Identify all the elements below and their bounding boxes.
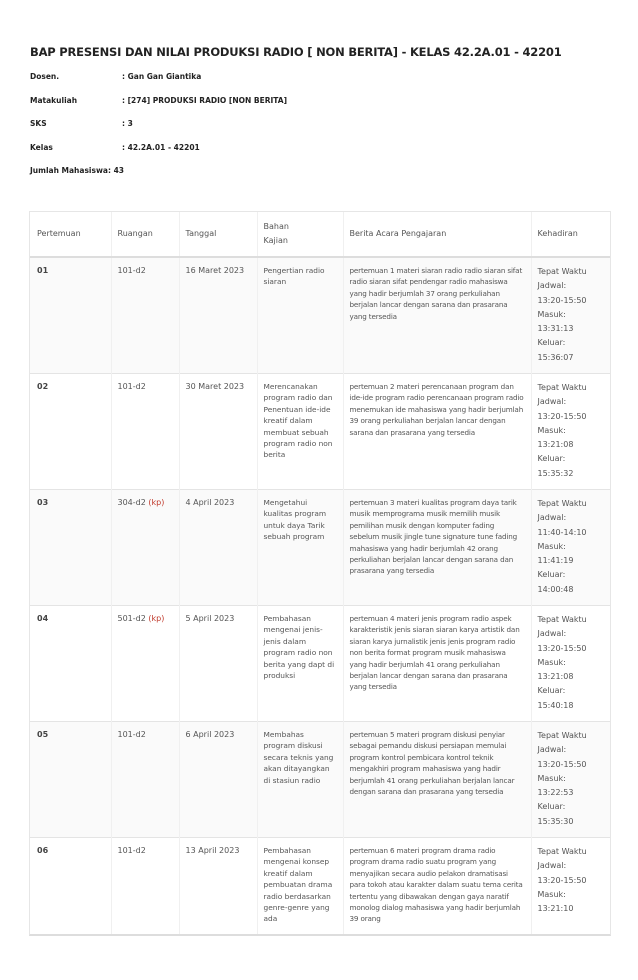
cell-pertemuan: 02 xyxy=(30,374,111,490)
masuk-value: 13:21:08 xyxy=(537,672,574,682)
cell-tanggal: 4 April 2023 xyxy=(179,490,257,606)
cell-tanggal: 13 April 2023 xyxy=(179,838,257,937)
keluar-value: 15:40:18 xyxy=(537,700,574,710)
ruangan-value: 101-d2 xyxy=(117,846,146,855)
cell-pertemuan: 01 xyxy=(30,257,111,374)
cell-bahan-kajian: Pengertian radio siaran xyxy=(257,257,343,374)
page-title: BAP PRESENSI DAN NILAI PRODUKSI RADIO [ NON BERITA] - KELAS 42.2A.01 - 42201 xyxy=(30,45,562,59)
header-kehadiran: Kehadiran xyxy=(531,212,610,257)
keluar-label: Keluar: xyxy=(537,686,566,696)
attendance-table-container xyxy=(29,211,611,936)
keluar-value: 15:36:07 xyxy=(537,352,574,362)
cell-berita-acara: pertemuan 4 materi jenis program radio aspek karakteristik jenis siaran siaran karya artistik dan siaran karya jurnalistik jenis jenis program radio non berita format program musik mahasiswa yang hadir berjumlah 41 orang perkuliahan berjalan lancar dengan sarana dan prasarana yang tersedia xyxy=(343,606,531,722)
cell-kehadiran xyxy=(531,722,610,838)
status-text: Tepat Waktu xyxy=(537,499,587,508)
kp-badge: (kp) xyxy=(148,614,165,623)
keluar-value: 14:00:48 xyxy=(537,584,574,594)
keluar-label: Keluar: xyxy=(537,802,566,812)
status-text: Tepat Waktu xyxy=(537,731,587,740)
info-row-sks xyxy=(30,119,287,143)
cell-ruangan xyxy=(111,490,179,606)
table-row xyxy=(30,257,610,374)
cell-ruangan xyxy=(111,374,179,490)
keluar-label: Keluar: xyxy=(537,570,566,580)
info-value: : 42.2A.01 - 42201 xyxy=(122,142,200,152)
info-label: Matakuliah xyxy=(30,95,78,105)
jadwal-value: 11:40-14:10 xyxy=(537,527,587,537)
status-text: Tepat Waktu xyxy=(537,383,587,392)
cell-pertemuan: 06 xyxy=(30,838,111,937)
attendance-table xyxy=(30,212,611,936)
jadwal-value: 13:20-15:50 xyxy=(537,643,587,653)
masuk-label: Masuk: xyxy=(537,425,566,435)
header-bahan-line1: Bahan xyxy=(263,222,289,231)
cell-bahan-kajian: Membahas program diskusi secara teknis yang akan ditayangkan di stasiun radio xyxy=(257,722,343,838)
masuk-value: 13:31:13 xyxy=(537,324,574,334)
status-text: Tepat Waktu xyxy=(537,847,587,856)
info-value: : [274] PRODUKSI RADIO [NON BERITA] xyxy=(122,95,288,105)
cell-berita-acara: pertemuan 6 materi program drama radio program drama radio suatu program yang menyajikan secara audio pelakon dramatisasi para tokoh atau karakter dalam suatu tema cerita tertentu yang dibawakan dengan gaya naratif monolog dialog mahasiswa yang hadir berjumlah 39 orang xyxy=(343,838,531,937)
cell-kehadiran xyxy=(531,838,610,937)
info-row-matakuliah xyxy=(30,96,287,120)
ruangan-value: 501-d2 xyxy=(117,614,146,623)
jadwal-value: 13:20-15:50 xyxy=(537,759,587,769)
ruangan-value: 304-d2 xyxy=(117,498,146,507)
cell-berita-acara: pertemuan 2 materi perencanaan program dan ide-ide program radio perencanaan program radio menemukan ide mahasiswa yang hadir berjumlah 39 orang perkuliahan berjalan lancar dengan sarana dan prasarana yang tersedia xyxy=(343,374,531,490)
header-pertemuan: Pertemuan xyxy=(30,212,111,257)
jadwal-label: Jadwal: xyxy=(537,281,567,291)
cell-berita-acara: pertemuan 5 materi program diskusi penyiar sebagai pemandu diskusi persiapan memulai program kontrol pembicara kontrol teknik mengakhiri program mahasiswa yang hadir berjumlah 41 orang perkuliahan berjalan lancar dengan sarana dan prasarana yang tersedia xyxy=(343,722,531,838)
cell-tanggal: 16 Maret 2023 xyxy=(179,257,257,374)
table-row xyxy=(30,490,610,606)
masuk-label: Masuk: xyxy=(537,657,566,667)
cell-pertemuan: 04 xyxy=(30,606,111,722)
masuk-label: Masuk: xyxy=(537,773,566,783)
cell-tanggal: 30 Maret 2023 xyxy=(179,374,257,490)
masuk-value: 13:21:10 xyxy=(537,904,574,914)
jadwal-value: 13:20-15:50 xyxy=(537,875,587,885)
jadwal-label: Jadwal: xyxy=(537,397,567,407)
masuk-label: Masuk: xyxy=(537,889,566,899)
info-label: Kelas xyxy=(30,142,53,152)
cell-ruangan xyxy=(111,722,179,838)
info-label: Jumlah Mahasiswa xyxy=(30,166,108,175)
status-text: Tepat Waktu xyxy=(537,615,587,624)
jadwal-value: 13:20-15:50 xyxy=(537,295,587,305)
kp-badge: (kp) xyxy=(148,498,165,507)
cell-berita-acara: pertemuan 1 materi siaran radio radio siaran sifat radio siaran sifat pendengar radio mahasiswa yang hadir berjumlah 37 orang perkuliahan berjalan lancar dengan sarana dan prasarana yang tersedia xyxy=(343,257,531,374)
cell-pertemuan: 03 xyxy=(30,490,111,606)
info-label: Dosen. xyxy=(30,72,60,81)
cell-ruangan xyxy=(111,606,179,722)
header-bahan-line2: Kajian xyxy=(263,236,288,245)
cell-bahan-kajian: Pembahasan mengenai konsep kreatif dalam pembuatan drama radio berdasarkan genre-genre yang ada xyxy=(257,838,343,937)
info-row-kelas xyxy=(30,143,287,167)
info-value: : Gan Gan Giantika xyxy=(122,72,202,81)
cell-bahan-kajian: Mengetahui kualitas program untuk daya Tarik sebuah program xyxy=(257,490,343,606)
info-label: SKS xyxy=(30,119,47,128)
header-berita-acara: Berita Acara Pengajaran xyxy=(343,212,531,257)
cell-kehadiran xyxy=(531,490,610,606)
keluar-value: 15:35:32 xyxy=(537,468,574,478)
cell-ruangan xyxy=(111,257,179,374)
jadwal-label: Jadwal: xyxy=(537,861,567,871)
masuk-value: 11:41:19 xyxy=(537,556,574,566)
info-value: : 43 xyxy=(107,166,125,175)
cell-ruangan xyxy=(111,838,179,937)
info-row-dosen xyxy=(30,72,287,96)
header-ruangan: Ruangan xyxy=(111,212,179,257)
jadwal-label: Jadwal: xyxy=(537,745,567,755)
info-row-jumlah xyxy=(30,166,287,190)
cell-berita-acara: pertemuan 3 materi kualitas program daya tarik musik memprograma musik memilih musik pemilihan musik dengan komputer fading sebelum musik jingle tune signature tune fading mahasiswa yang hadir berjumlah 42 orang perkuliahan berjalan lancar dengan sarana dan prasarana yang tersedia xyxy=(343,490,531,606)
ruangan-value: 101-d2 xyxy=(117,730,146,739)
masuk-value: 13:21:08 xyxy=(537,440,574,450)
table-row xyxy=(30,606,610,722)
ruangan-value: 101-d2 xyxy=(117,266,146,275)
jadwal-value: 13:20-15:50 xyxy=(537,411,587,421)
masuk-label: Masuk: xyxy=(537,309,566,319)
cell-tanggal: 6 April 2023 xyxy=(179,722,257,838)
cell-kehadiran xyxy=(531,606,610,722)
course-info xyxy=(30,72,287,190)
table-header-row xyxy=(30,212,610,257)
table-row xyxy=(30,722,610,838)
masuk-value: 13:22:53 xyxy=(537,788,574,798)
cell-kehadiran xyxy=(531,374,610,490)
keluar-label: Keluar: xyxy=(537,454,566,464)
header-bahan-kajian xyxy=(257,212,343,257)
cell-bahan-kajian: Pembahasan mengenai jenis-jenis dalam program radio non berita yang dapt di produksi xyxy=(257,606,343,722)
cell-tanggal: 5 April 2023 xyxy=(179,606,257,722)
ruangan-value: 101-d2 xyxy=(117,382,146,391)
table-row xyxy=(30,838,610,937)
info-value: : 3 xyxy=(122,119,133,128)
status-text: Tepat Waktu xyxy=(537,267,587,276)
cell-kehadiran xyxy=(531,257,610,374)
jadwal-label: Jadwal: xyxy=(537,629,567,639)
keluar-label: Keluar: xyxy=(537,338,566,348)
table-row xyxy=(30,374,610,490)
jadwal-label: Jadwal: xyxy=(537,513,567,523)
masuk-label: Masuk: xyxy=(537,541,566,551)
cell-bahan-kajian: Merencanakan program radio dan Penentuan ide-ide kreatif dalam membuat sebuah program radio non berita xyxy=(257,374,343,490)
cell-pertemuan: 05 xyxy=(30,722,111,838)
header-tanggal: Tanggal xyxy=(179,212,257,257)
keluar-value: 15:35:30 xyxy=(537,816,574,826)
